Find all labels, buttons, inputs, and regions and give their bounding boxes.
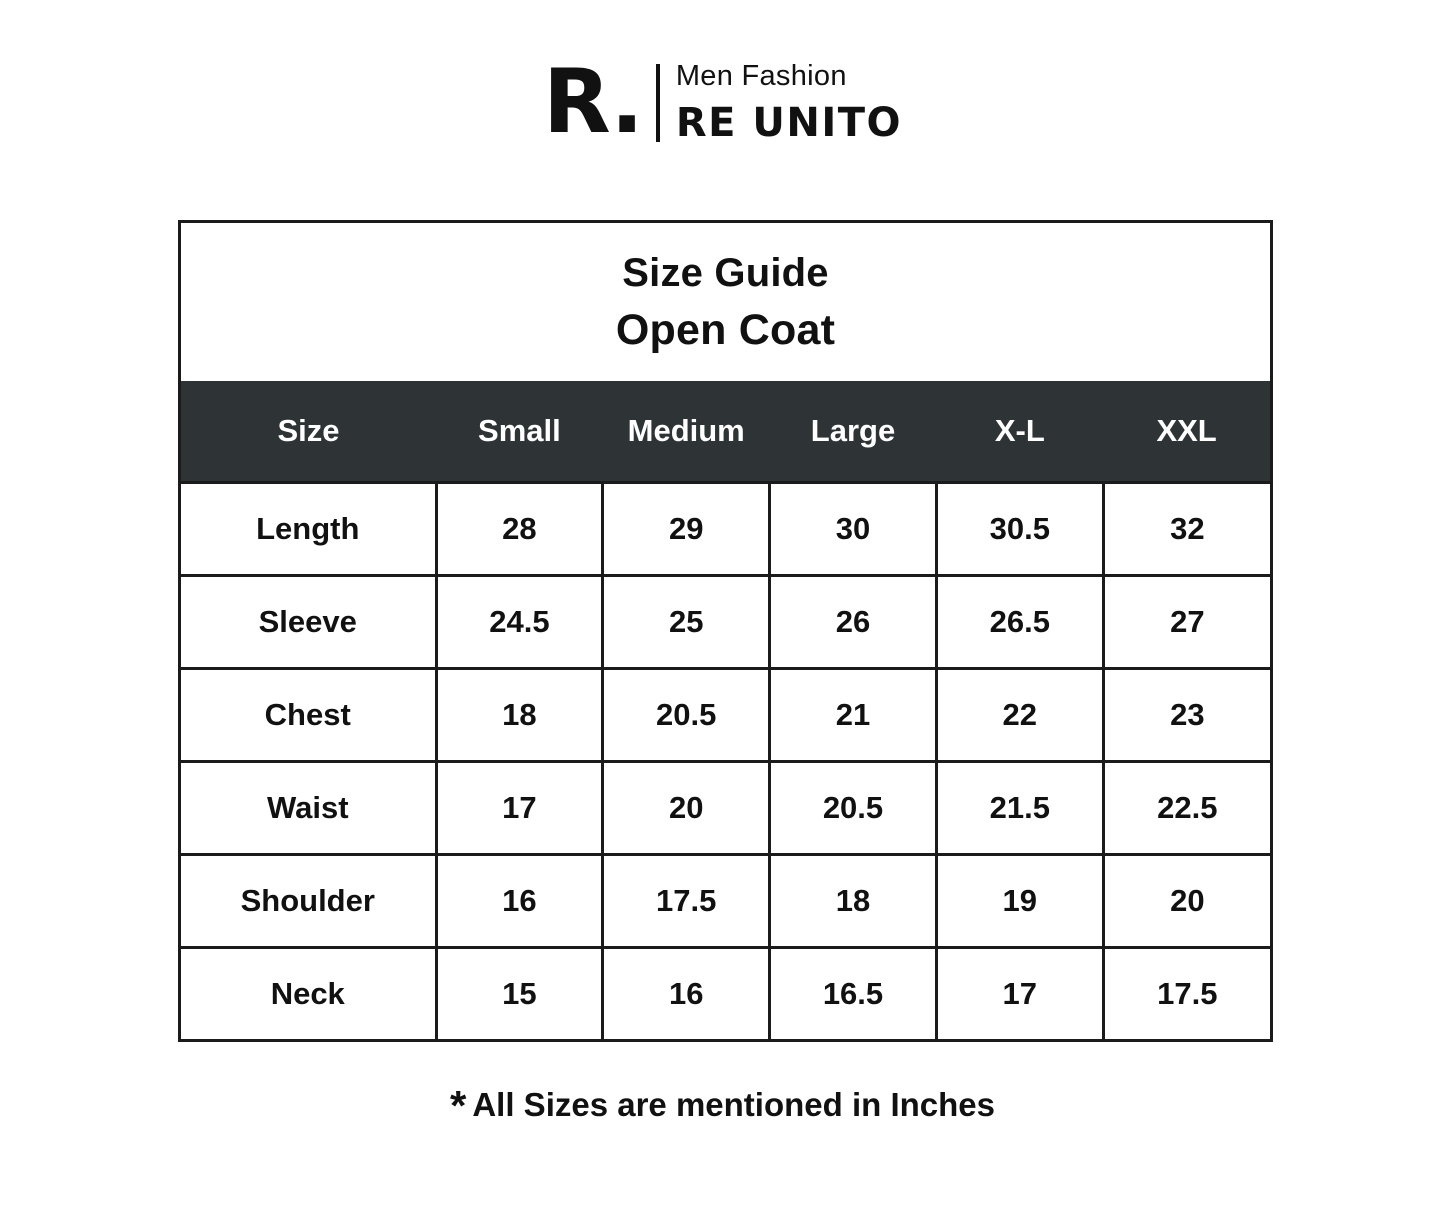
table-header-row [181, 381, 1270, 483]
cell-value: 18 [436, 669, 603, 762]
cell-value: 20 [1103, 855, 1270, 948]
size-table [181, 381, 1270, 1039]
cell-value: 23 [1103, 669, 1270, 762]
card-title [181, 223, 1270, 381]
cell-value: 16 [603, 948, 770, 1040]
cell-value: 30 [770, 483, 937, 576]
cell-value: 18 [770, 855, 937, 948]
cell-value: 22.5 [1103, 762, 1270, 855]
cell-value: 25 [603, 576, 770, 669]
cell-value: 20.5 [603, 669, 770, 762]
footnote-text: All Sizes are mentioned in Inches [472, 1086, 995, 1123]
column-header-medium: Medium [627, 413, 745, 448]
cell-value: 17.5 [603, 855, 770, 948]
cell-value: 17.5 [1103, 948, 1270, 1040]
cell-value: 30.5 [936, 483, 1103, 576]
brand-text-block [675, 60, 902, 146]
table-row [181, 669, 1270, 762]
row-label: Sleeve [181, 576, 436, 669]
column-header-xxl: XXL [1156, 413, 1217, 448]
cell-value: 32 [1103, 483, 1270, 576]
table-row [181, 576, 1270, 669]
brand-logo-mark: R. [542, 50, 642, 154]
row-label: Waist [181, 762, 436, 855]
table-row [181, 483, 1270, 576]
row-label: Shoulder [181, 855, 436, 948]
brand-name: RE UNITO [675, 100, 902, 146]
cell-value: 15 [436, 948, 603, 1040]
table-row [181, 948, 1270, 1040]
cell-value: 20.5 [770, 762, 937, 855]
cell-value: 16.5 [770, 948, 937, 1040]
table-row [181, 762, 1270, 855]
cell-value: 16 [436, 855, 603, 948]
cell-value: 20 [603, 762, 770, 855]
brand-lockup [542, 50, 902, 154]
brand-divider [656, 64, 660, 142]
cell-value: 22 [936, 669, 1103, 762]
size-table-head [181, 381, 1270, 483]
brand-tagline: Men Fashion [675, 60, 847, 92]
cell-value: 28 [436, 483, 603, 576]
cell-value: 17 [936, 948, 1103, 1040]
column-header-size: Size [277, 413, 340, 448]
cell-value: 29 [603, 483, 770, 576]
asterisk-icon: * [449, 1082, 467, 1129]
page-title: Size Guide [622, 251, 829, 295]
cell-value: 21.5 [936, 762, 1103, 855]
cell-value: 26.5 [936, 576, 1103, 669]
product-title: Open Coat [615, 306, 836, 354]
row-label: Chest [181, 669, 436, 762]
cell-value: 27 [1103, 576, 1270, 669]
row-label: Length [181, 483, 436, 576]
cell-value: 26 [770, 576, 937, 669]
cell-value: 17 [436, 762, 603, 855]
column-header-small: Small [478, 413, 561, 448]
cell-value: 21 [770, 669, 937, 762]
column-header-large: Large [810, 413, 896, 448]
size-guide-card [178, 220, 1273, 1042]
row-label: Neck [181, 948, 436, 1040]
footnote [0, 1082, 1445, 1130]
cell-value: 24.5 [436, 576, 603, 669]
column-header-xl: X-L [994, 413, 1045, 448]
table-row [181, 855, 1270, 948]
size-table-body [181, 483, 1270, 1040]
cell-value: 19 [936, 855, 1103, 948]
brand-header [0, 0, 1445, 154]
